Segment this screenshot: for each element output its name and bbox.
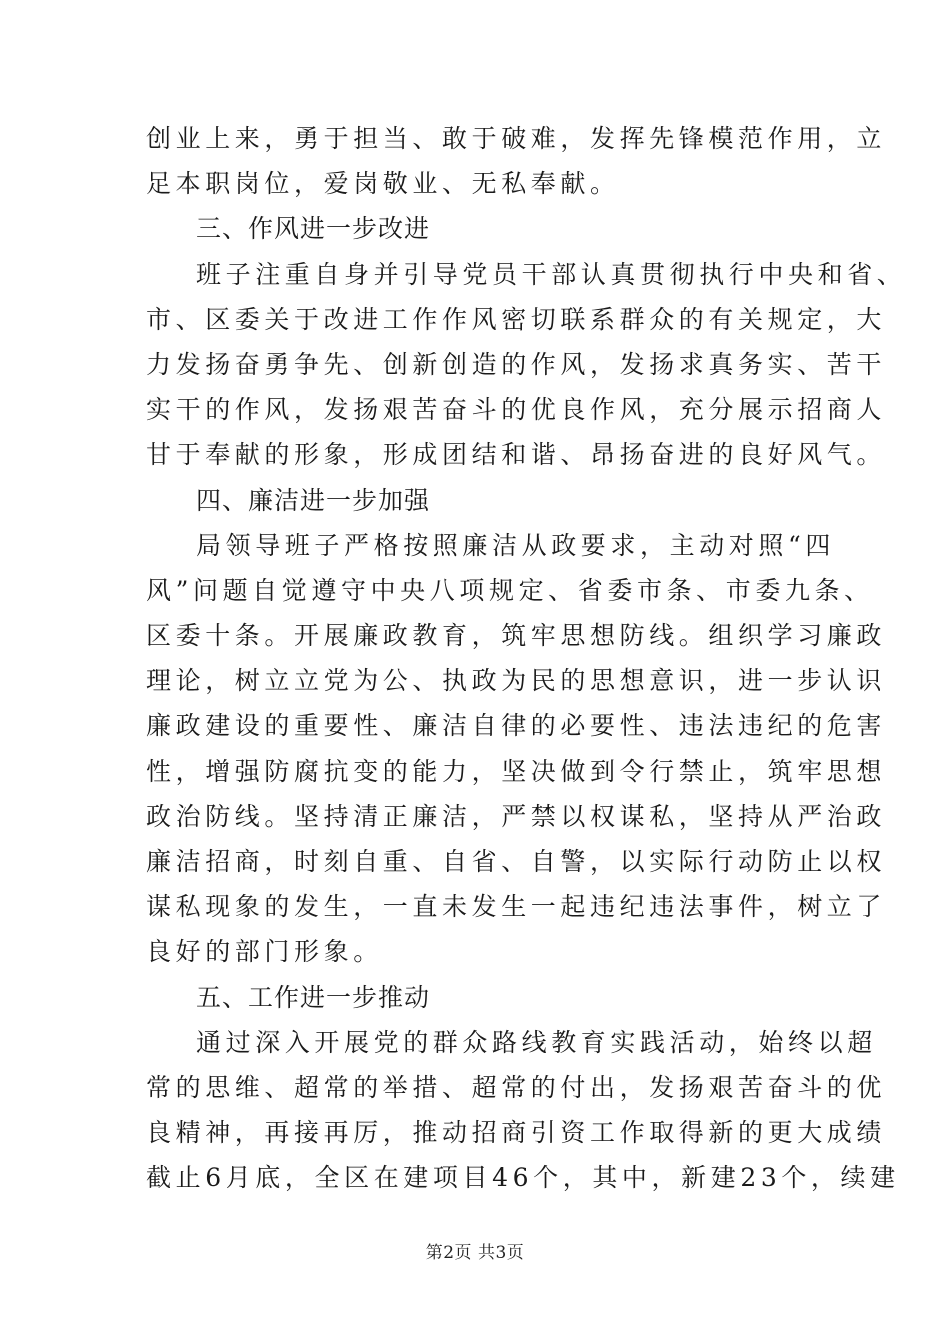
paragraph-line: 政治防线。坚持清正廉洁，严禁以权谋私，坚持从严治政 bbox=[146, 801, 887, 831]
paragraph-line: 力发扬奋勇争先、创新创造的作风，发扬求真务实、苦干 bbox=[146, 349, 887, 379]
section-heading: 三、作风进一步改进 bbox=[196, 214, 431, 244]
paragraph-line: 良精神，再接再厉，推动招商引资工作取得新的更大成绩 bbox=[146, 1118, 887, 1148]
section-heading: 四、廉洁进一步加强 bbox=[196, 485, 431, 515]
paragraph-line: 廉政建设的重要性、廉洁自律的必要性、违法违纪的危害 bbox=[146, 711, 887, 741]
paragraph-line: 风”问题自觉遵守中央八项规定、省委市条、市委九条、 bbox=[146, 575, 874, 605]
section-heading: 五、工作进一步推动 bbox=[196, 982, 431, 1012]
document-body bbox=[146, 116, 907, 1201]
paragraph-line: 通过深入开展党的群众路线教育实践活动，始终以超 bbox=[196, 1027, 877, 1057]
paragraph-line: 市、区委关于改进工作作风密切联系群众的有关规定，大 bbox=[146, 304, 887, 334]
paragraph-line: 性，增强防腐抗变的能力，坚决做到令行禁止，筑牢思想 bbox=[146, 756, 887, 786]
paragraph-line: 创业上来，勇于担当、敢于破难，发挥先锋模范作用，立 bbox=[146, 124, 887, 153]
paragraph-line: 良好的部门形象。 bbox=[146, 937, 383, 967]
paragraph-line: 局领导班子严格按照廉洁从政要求，主动对照“四 bbox=[196, 530, 835, 560]
paragraph-line: 廉洁招商，时刻自重、自省、自警，以实际行动防止以权 bbox=[146, 847, 887, 876]
page-footer: 第2页 共3页 bbox=[425, 1243, 525, 1263]
paragraph-line: 理论，树立立党为公、执政为民的思想意识，进一步认识 bbox=[146, 666, 887, 696]
paragraph-line: 常的思维、超常的举措、超常的付出，发扬艰苦奋斗的优 bbox=[146, 1072, 887, 1102]
paragraph-line: 截止6月底，全区在建项目46个，其中，新建23个，续建 bbox=[146, 1163, 900, 1193]
paragraph-line: 甘于奉献的形象，形成团结和谐、昂扬奋进的良好风气。 bbox=[146, 440, 887, 470]
paragraph-line: 班子注重自身并引导党员干部认真贯彻执行中央和省、 bbox=[196, 259, 907, 289]
paragraph-line: 谋私现象的发生，一直未发生一起违纪违法事件，树立了 bbox=[146, 892, 887, 922]
paragraph-line: 区委十条。开展廉政教育，筑牢思想防线。组织学习廉政 bbox=[146, 621, 887, 651]
paragraph-line: 足本职岗位，爱岗敬业、无私奉献。 bbox=[146, 169, 620, 199]
paragraph-line: 实干的作风，发扬艰苦奋斗的优良作风，充分展示招商人 bbox=[146, 395, 887, 425]
